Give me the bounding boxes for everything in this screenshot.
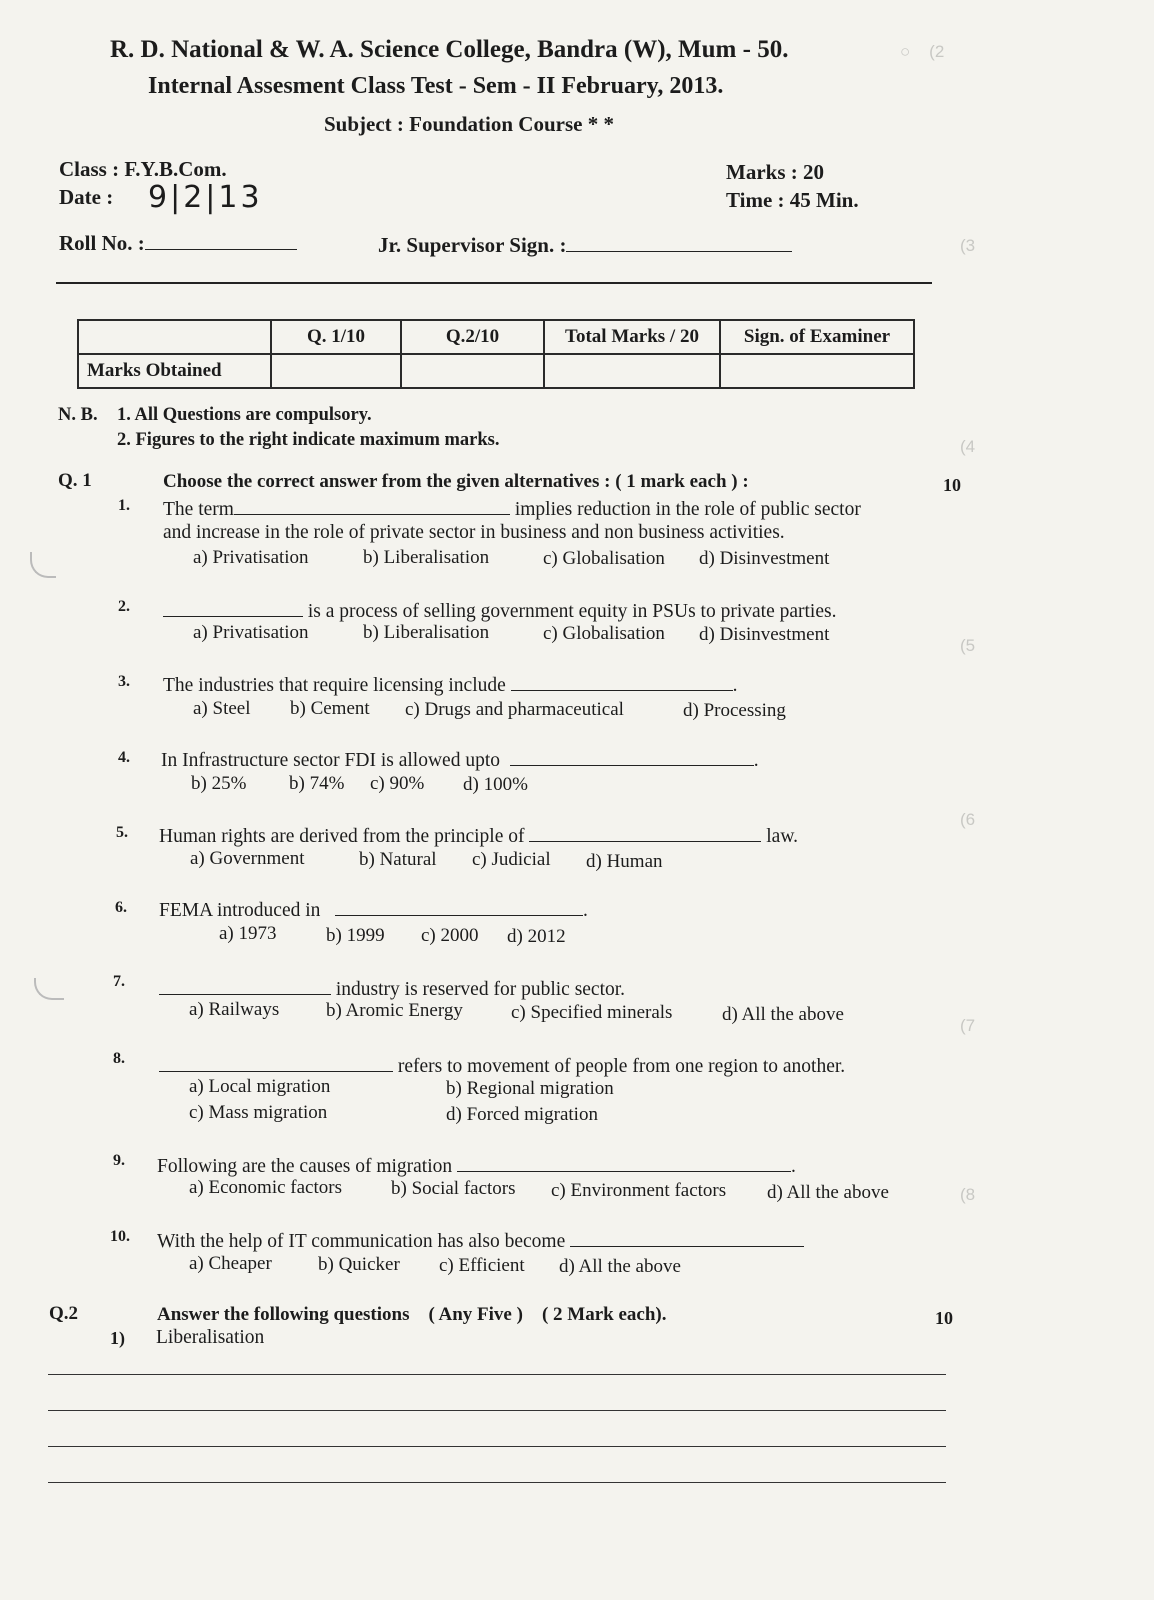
- marks-table-header: Sign. of Examiner: [720, 320, 914, 354]
- marks-label: Marks : 20: [726, 160, 824, 184]
- question-text-pre: In Infrastructure sector FDI is allowed upto: [161, 750, 500, 771]
- q1-marks: 10: [943, 475, 961, 495]
- option[interactable]: b) 74%: [289, 773, 345, 794]
- question-number: 7.: [113, 973, 125, 990]
- marks-cell[interactable]: [271, 354, 401, 388]
- date-label: Date :: [59, 185, 114, 209]
- roll-no-label: [59, 231, 297, 256]
- option[interactable]: c) Globalisation: [543, 623, 665, 644]
- question-text-line2: and increase in the role of private sector in business and non business activities.: [163, 522, 785, 543]
- q2-item-number: 1): [110, 1328, 125, 1348]
- option[interactable]: d) All the above: [559, 1256, 681, 1277]
- answer-blank[interactable]: [234, 496, 510, 515]
- question-number: 8.: [113, 1050, 125, 1067]
- question-text-post: refers to movement of people from one region to another.: [397, 1056, 846, 1077]
- supervisor-sign-label: [378, 233, 792, 258]
- answer-line[interactable]: [48, 1482, 946, 1483]
- test-title: Internal Assesment Class Test - Sem - II February, 2013.: [148, 73, 724, 99]
- question-text-post: is a process of selling government equity in PSUs to private parties.: [307, 601, 837, 622]
- question-number: 6.: [115, 899, 127, 916]
- question-text: [163, 598, 836, 623]
- bleed-through-text: (7: [960, 1016, 976, 1035]
- option[interactable]: d) 2012: [507, 926, 566, 947]
- option[interactable]: b) 1999: [326, 925, 385, 946]
- option[interactable]: c) 2000: [421, 925, 479, 946]
- option[interactable]: d) Processing: [683, 700, 786, 721]
- option[interactable]: a) Steel: [193, 698, 251, 719]
- option[interactable]: b) Social factors: [391, 1178, 516, 1199]
- marks-table-header: Q. 1/10: [271, 320, 401, 354]
- question-text-pre: FEMA introduced in: [159, 900, 321, 921]
- option[interactable]: d) All the above: [767, 1182, 889, 1203]
- bleed-through-text: (6: [960, 810, 976, 829]
- question-text-pre: The term: [163, 499, 234, 520]
- option[interactable]: b) Liberalisation: [363, 547, 490, 568]
- q1-instruction: Choose the correct answer from the given alternatives : ( 1 mark each ) :: [163, 471, 749, 492]
- answer-blank[interactable]: [163, 598, 303, 617]
- option[interactable]: a) Government: [190, 848, 305, 869]
- note-item: 2. Figures to the right indicate maximum marks.: [117, 430, 500, 450]
- option[interactable]: d) Disinvestment: [699, 624, 830, 645]
- question-text-pre: With the help of IT communication has also become: [157, 1231, 566, 1252]
- option[interactable]: b) Natural: [359, 849, 437, 870]
- question-text: [159, 976, 625, 1001]
- bleed-through-text: ○ (2: [900, 42, 945, 61]
- question-text-post: .: [732, 675, 738, 696]
- option[interactable]: d) Forced migration: [446, 1104, 598, 1125]
- q2-item-text: Liberalisation: [156, 1327, 265, 1348]
- option[interactable]: c) Environment factors: [551, 1180, 727, 1201]
- option[interactable]: a) Economic factors: [189, 1177, 342, 1198]
- option[interactable]: b) Quicker: [318, 1254, 400, 1275]
- marks-cell[interactable]: [720, 354, 914, 388]
- question-text-post: .: [753, 750, 759, 771]
- nb-label: N. B.: [58, 405, 98, 425]
- option[interactable]: b) Cement: [290, 698, 370, 719]
- answer-line[interactable]: [48, 1446, 946, 1447]
- question-text-post: .: [791, 1156, 796, 1177]
- option[interactable]: b) Aromic Energy: [326, 1000, 463, 1021]
- question-number: 5.: [116, 824, 128, 841]
- option[interactable]: d) 100%: [463, 774, 528, 795]
- q2-marks: 10: [935, 1308, 953, 1328]
- option[interactable]: c) 90%: [370, 773, 425, 794]
- q2-instruction: Answer the following questions ( Any Five ) ( 2 Mark each).: [157, 1304, 667, 1325]
- margin-mark: [30, 552, 56, 578]
- question-text-pre: The industries that require licensing include: [163, 675, 506, 696]
- answer-blank[interactable]: [335, 897, 583, 916]
- bleed-through-text: (5: [960, 636, 976, 655]
- answer-blank[interactable]: [159, 976, 331, 995]
- option[interactable]: b) Regional migration: [446, 1078, 614, 1099]
- question-number: 9.: [113, 1152, 125, 1169]
- question-number: 3.: [118, 673, 130, 690]
- q2-label: Q.2: [49, 1303, 79, 1324]
- answer-line[interactable]: [48, 1410, 946, 1411]
- question-text-post: implies reduction in the role of public sector: [514, 499, 861, 520]
- question-text: [163, 496, 861, 521]
- bleed-through-text: (4: [960, 437, 976, 456]
- answer-line[interactable]: [48, 1374, 946, 1375]
- answer-blank[interactable]: [159, 1053, 393, 1072]
- option[interactable]: b) 25%: [191, 773, 247, 794]
- answer-blank[interactable]: [510, 747, 754, 766]
- option[interactable]: a) Cheaper: [189, 1253, 272, 1274]
- subject-title: Subject : Foundation Course * *: [324, 112, 614, 136]
- option[interactable]: a) Local migration: [189, 1076, 331, 1097]
- marks-table: [77, 319, 915, 389]
- question-text-post: law.: [766, 826, 799, 847]
- margin-mark: [34, 978, 64, 1000]
- option[interactable]: a) Privatisation: [193, 622, 309, 643]
- question-text-post: .: [583, 900, 588, 921]
- answer-blank[interactable]: [511, 672, 733, 691]
- option[interactable]: b) Liberalisation: [363, 622, 490, 643]
- question-text: [157, 1153, 796, 1178]
- option[interactable]: c) Globalisation: [543, 548, 665, 569]
- option[interactable]: d) All the above: [722, 1004, 844, 1025]
- option[interactable]: c) Mass migration: [189, 1102, 328, 1123]
- q1-label: Q. 1: [58, 470, 92, 491]
- question-text: [163, 672, 738, 697]
- handwritten-date: 9|2|13: [148, 180, 263, 215]
- question-text: [159, 1053, 845, 1078]
- question-number: 1.: [118, 497, 130, 514]
- roll-no-text: Roll No. :: [59, 231, 145, 255]
- bleed-through-text: (3: [960, 236, 976, 255]
- marks-table-corner: [78, 320, 271, 354]
- header-divider: [56, 282, 932, 284]
- question-text: [157, 1228, 804, 1253]
- marks-cell[interactable]: [401, 354, 544, 388]
- college-title: R. D. National & W. A. Science College, Bandra (W), Mum - 50.: [110, 36, 789, 63]
- class-label: Class : F.Y.B.Com.: [59, 157, 227, 181]
- question-text: [159, 897, 588, 922]
- roll-no-field[interactable]: [145, 231, 297, 250]
- marks-cell[interactable]: [544, 354, 720, 388]
- time-label: Time : 45 Min.: [726, 188, 859, 212]
- question-number: 10.: [110, 1228, 130, 1245]
- supervisor-sign-field[interactable]: [566, 233, 792, 252]
- answer-blank[interactable]: [529, 823, 761, 842]
- option[interactable]: a) Privatisation: [193, 547, 309, 568]
- question-text-post: industry is reserved for public sector.: [335, 979, 626, 1000]
- bleed-through-text: (8: [960, 1185, 976, 1204]
- answer-blank[interactable]: [457, 1153, 791, 1172]
- answer-blank[interactable]: [570, 1228, 804, 1247]
- note-item: 1. All Questions are compulsory.: [117, 405, 372, 425]
- option[interactable]: d) Disinvestment: [699, 548, 830, 569]
- option[interactable]: c) Specified minerals: [511, 1002, 673, 1023]
- question-number: 4.: [118, 749, 130, 766]
- option[interactable]: d) Human: [586, 851, 663, 872]
- question-number: 2.: [118, 598, 130, 615]
- option[interactable]: c) Drugs and pharmaceutical: [405, 699, 624, 720]
- question-text-pre: Following are the causes of migration: [157, 1156, 453, 1177]
- question-text-pre: Human rights are derived from the principle of: [159, 826, 525, 847]
- option[interactable]: a) 1973: [219, 923, 277, 944]
- option[interactable]: a) Railways: [189, 999, 280, 1020]
- marks-table-header: Q.2/10: [401, 320, 544, 354]
- option[interactable]: c) Judicial: [472, 849, 551, 870]
- question-text: [161, 747, 759, 772]
- question-text: [159, 823, 798, 848]
- marks-obtained-label: Marks Obtained: [78, 354, 271, 388]
- option[interactable]: c) Efficient: [439, 1255, 525, 1276]
- supervisor-sign-text: Jr. Supervisor Sign. :: [378, 233, 567, 257]
- marks-table-header: Total Marks / 20: [544, 320, 720, 354]
